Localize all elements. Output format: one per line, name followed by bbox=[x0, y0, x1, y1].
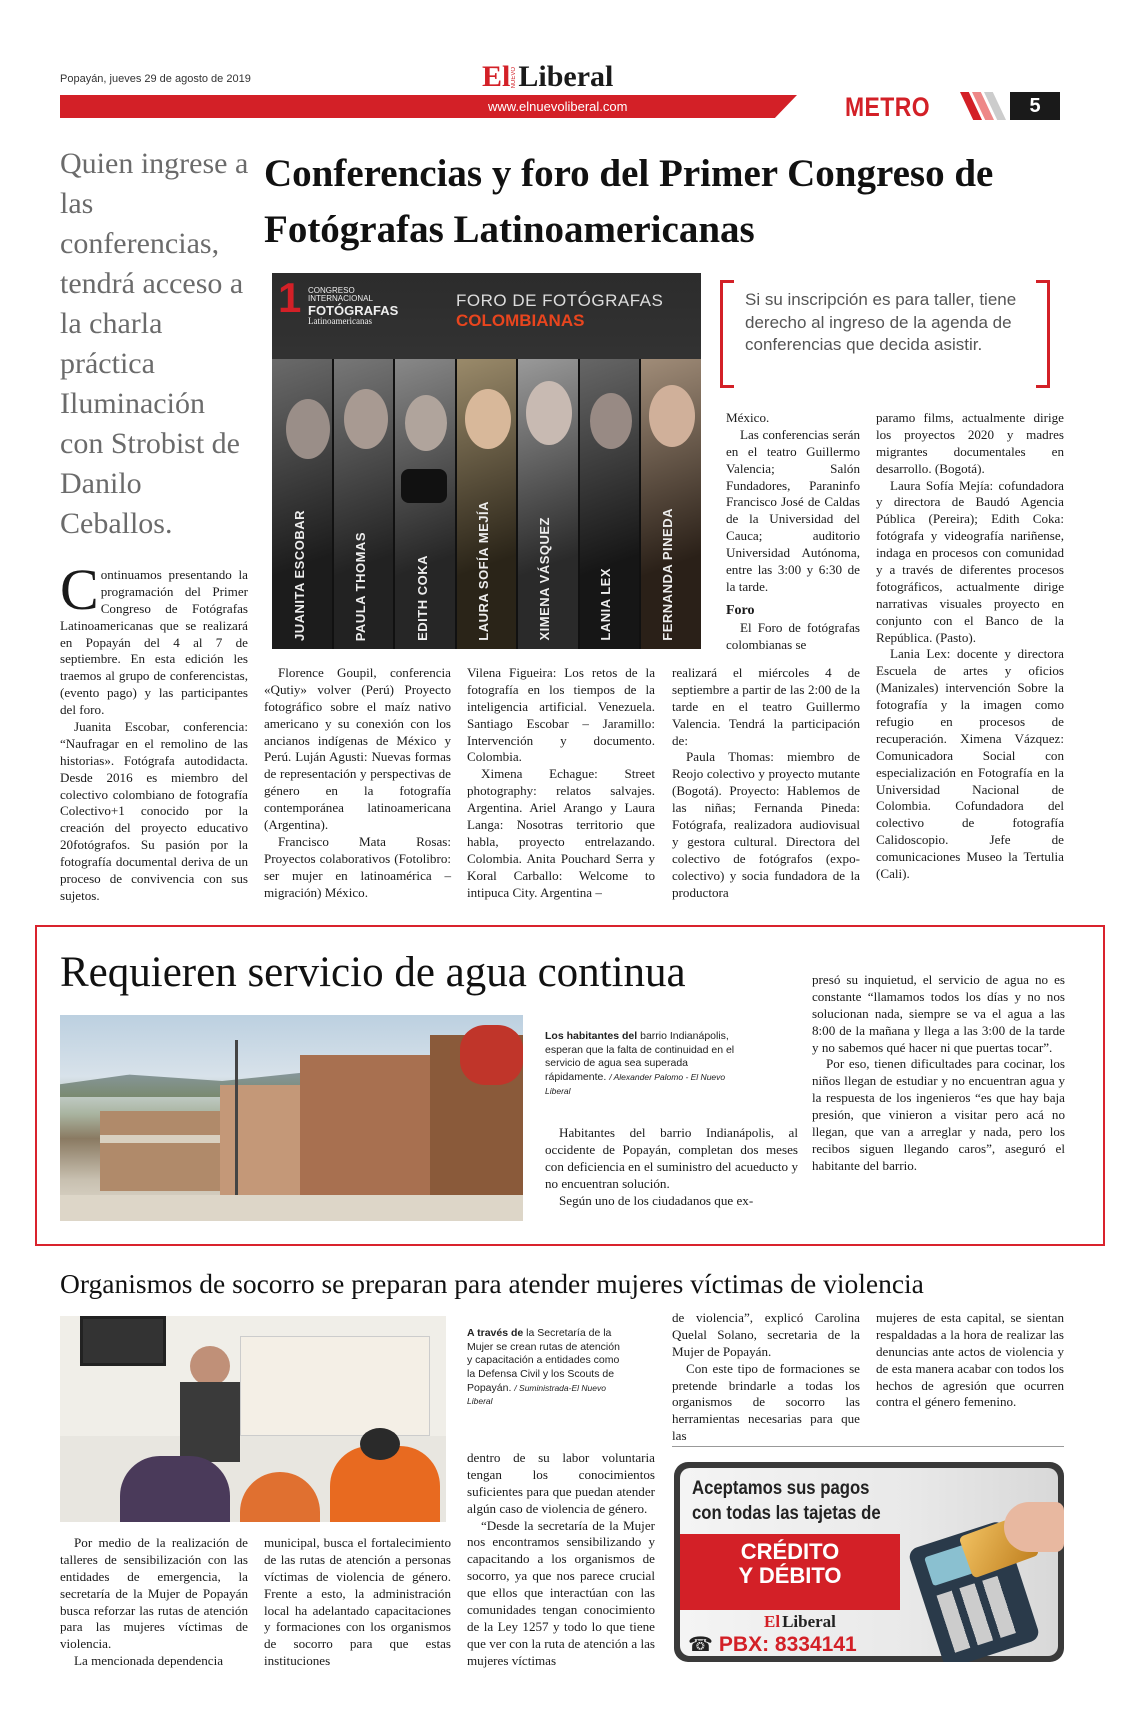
payment-ad[interactable] bbox=[674, 1462, 1064, 1662]
article1-headline: Conferencias y foro del Primer Congreso de Fotógrafas Latinoamericanas bbox=[264, 152, 994, 251]
congress-number: 1 bbox=[278, 274, 302, 321]
article1-col1-p2: Juanita Escobar, conferencia: “Naufragar en el remolino de las historias». Fotógrafa autodidacta. Desde 2016 es miembro del colectivo colombiano de fotografía Colectivo+1 conocido por la creación del proyecto educativo 20fotógrafos. Su pasión por la fotografía documental deriva de un proceso de convivencia con sus sujetos. bbox=[60, 719, 248, 903]
ad-line2: con todas las tajetas de bbox=[692, 1503, 881, 1524]
article2-caption-credit: / Alexander Palomo - El Nuevo Liberal bbox=[545, 1071, 726, 1096]
article3-col4 bbox=[672, 1310, 860, 1445]
section-label: METRO bbox=[845, 92, 930, 122]
article1-col4-lower bbox=[672, 665, 860, 901]
article1-col5-p3: Lania Lex: docente y directora Escuela de artes y oficios (Manizales) intervención Sobre la fotografía y la imagen como refugio en procesos de recuperación. Ximena Vázquez: Comunicadora Social con especialización en Fotografía en la Universidad Nacional de Colombia. Cofundadora del colectivo de fotografía Calidoscopio. Jefe de comunicaciones Museo la Tertulia (Cali). bbox=[876, 646, 1064, 882]
ad-logo-liberal: Liberal bbox=[782, 1612, 836, 1631]
article1-col5-p2: Laura Sofía Mejía: cofundadora y directora de Baudó Agencia Pública (Pereira); Edith Coka: fotógrafa y videografía nariñense, indaga en procesos con comunidad y a través de diferentes procesos fotográficos, actualmente dirige narrativas visuales proyecto en conjunto con el Banco de la República. (Pasto). bbox=[876, 477, 1064, 645]
poster-name-6: LANIA LEX bbox=[598, 568, 614, 641]
article2-col-mid bbox=[545, 1125, 798, 1209]
poster-name-2: PAULA THOMAS bbox=[353, 531, 369, 641]
article2-col-right bbox=[812, 972, 1065, 1175]
congress-line1: CONGRESO bbox=[308, 286, 355, 295]
article1-col3-p2: Ximena Echague: Street photography: relatos salvajes. Argentina. Ariel Arango y Laura Langa: Nosotras territorio que habla, proyecto entrelazando. Colombia. Anita Pouchard Serra y Koral Carballo: Welcome to intipuca City. Argentina – bbox=[467, 766, 655, 900]
article3-col2 bbox=[264, 1535, 451, 1670]
article3-caption-credit: / Suministrada-El Nuevo Liberal bbox=[467, 1382, 606, 1407]
article1-col4-p1: Las conferencias serán en el teatro Guillermo Valencia; Salón Fundadores, Paraninfo Francisco José de Caldas de la Universidad del Cauca; auditorio Universidad Autónoma, entre las 3:00 y 6:30 de la tarde. bbox=[726, 426, 860, 594]
forum-line2: COLOMBIANAS bbox=[456, 311, 585, 330]
article1-col3-p1: Vilena Figueira: Los retos de la fotografía en los tiempos de la inteligencia artificial. Venezuela. Santiago Escobar – Jaramillo: Intervención y documento. Colombia. bbox=[467, 665, 655, 765]
article1-col2-p1: Florence Goupil, conferencia «Qutiy» volver (Perú) Proyecto fotográfico sobre el maíz nativo americano y su conexión con los ancianos indígenas de México y Perú. Luján Agusti: Nuevas formas de representación y perspectivas de género en la fotografía contemporánea latinoamericana (Argentina). bbox=[264, 665, 451, 833]
article3-headline: Organismos de socorro se preparan para atender mujeres víctimas de violencia bbox=[60, 1268, 924, 1299]
article1-col4-top: México. bbox=[726, 410, 770, 425]
article2-caption bbox=[545, 1030, 750, 1098]
logo-nuevo: NUEVO bbox=[511, 66, 518, 88]
article1-col4-p2b: realizará el miércoles 4 de septiembre a partir de las 2:00 de la tarde en el teatro Guillermo Valencia. Tendrá la participación de: bbox=[672, 665, 860, 748]
article3-col3 bbox=[467, 1450, 655, 1670]
dateline: Popayán, jueves 29 de agosto de 2019 bbox=[60, 73, 251, 85]
congress-line2: INTERNACIONAL bbox=[308, 294, 373, 304]
callout-box bbox=[720, 280, 1050, 388]
poster-name-3: EDITH COKA bbox=[414, 555, 430, 641]
article1-col4-p3: Paula Thomas: miembro de Reojo colectivo y proyecto mutante (Bogotá). Proyecto: Hablemos de las niñas; Fernanda Pineda: Fotógrafa, realizadora audiovisual y gestora cultural. Directora del colectivo de fotógrafos (expo- colectivo) y socia fundadora de la productora bbox=[672, 749, 860, 900]
drop-cap: C bbox=[60, 557, 99, 622]
article3-caption bbox=[467, 1327, 622, 1409]
article3-caption-text: la Secretaría de la Mujer se crean rutas de atención y capacitación a entidades como la Defensa Civil y los Scouts de Popayán. bbox=[467, 1327, 620, 1394]
logo-liberal: Liberal bbox=[518, 60, 614, 93]
congress-line4: Latinoamericanas bbox=[308, 316, 372, 327]
column-divider bbox=[672, 1446, 1064, 1447]
poster-name-1: JUANITA ESCOBAR bbox=[292, 509, 307, 641]
congress-poster bbox=[272, 273, 701, 649]
phone-icon: ☎ bbox=[688, 1634, 713, 1656]
article2-caption-text: barrio Indianápolis, esperan que la falta de continuidad en el servicio de agua sea superada rápidamente. bbox=[545, 1030, 735, 1083]
article3-caption-bold: A través de bbox=[467, 1327, 524, 1339]
poster-name-4: LAURA SOFÍA MEJÍA bbox=[475, 501, 491, 641]
article2-mid-p1: Habitantes del barrio Indianápolis, al occidente de Popayán, completan dos meses con deficiencia en el suministro del acueducto y no encuentran solución. bbox=[545, 1125, 798, 1191]
article3-col5-p1: mujeres de esta capital, se sientan respaldadas a la hora de realizar las denuncias ante actos de violencia y de esta manera acabar con todos los hechos de agresión que ocurren contra el género femenino. bbox=[876, 1310, 1064, 1410]
foro-heading: Foro bbox=[726, 602, 755, 618]
page-number: 5 bbox=[1010, 92, 1060, 120]
callout-text: Si su inscripción es para taller, tiene derecho al ingreso de la agenda de conferencias que decida asistir. bbox=[745, 290, 1017, 354]
article3-col4-p1: de violencia”, explicó Carolina Quelal Solano, secretaria de la Mujer de Popayán. bbox=[672, 1310, 860, 1359]
hand-icon bbox=[1004, 1502, 1064, 1552]
ad-line1: Aceptamos sus pagos bbox=[692, 1478, 870, 1499]
forum-line1: FORO DE FOTÓGRAFAS bbox=[456, 291, 664, 310]
article3-col1-p1: Por medio de la realización de talleres de sensibilización con las entidades de emergencia, la secretaría de la Mujer de Popayán busca reforzar las rutas de atención para las mujeres víctimas de violencia. bbox=[60, 1535, 248, 1652]
article3-col4-p2: Con este tipo de formaciones se pretende brindarle a todas los organismos de socorro las herramientas necesarias para que las bbox=[672, 1360, 860, 1444]
article3-col2-p1: municipal, busca el fortalecimiento de las rutas de atención a personas víctimas de violencia de género. Frente a esto, la administración local ha adelantado capacitaciones y formaciones con los organismos de socorro para que estas instituciones bbox=[264, 1535, 451, 1669]
masthead-logo[interactable] bbox=[482, 58, 613, 92]
article1-col5 bbox=[876, 410, 1064, 883]
article2-caption-bold: Los habitantes del bbox=[545, 1030, 638, 1042]
poster-name-5: XIMENA VÁSQUEZ bbox=[537, 517, 553, 641]
bracket-right bbox=[1036, 280, 1050, 388]
article1-col2-p2: Francisco Mata Rosas: Proyectos colaborativos (Fotolibro: ser mujer en latinoamérica – migración) México. bbox=[264, 833, 451, 900]
article3-col3-p1: dentro de su labor voluntaria tengan los conocimientos suficientes para que puedan atender algún caso de violencia de género. bbox=[467, 1450, 655, 1516]
website-link[interactable]: www.elnuevoliberal.com bbox=[488, 99, 628, 114]
article3-col5 bbox=[876, 1310, 1064, 1411]
article2-mid-p2: Según uno de los ciudadanos que ex- bbox=[559, 1192, 754, 1208]
article1-col4-upper bbox=[726, 410, 860, 654]
neighborhood-photo bbox=[60, 1015, 523, 1221]
article3-col3-p2: “Desde la secretaría de la Mujer nos encontramos sensibilizando y capacitando a los organismos de socorro, ya que nos parece crucial que ellos que interactúan con las comunidades tengan conocimiento de la Ley 1257 y todo lo que tiene que ver con la ruta de atención a las mujeres víctimas bbox=[467, 1517, 655, 1668]
article1-col3 bbox=[467, 665, 655, 901]
ad-logo-el: El bbox=[764, 1612, 781, 1631]
pullquote: Quien ingrese a las conferencias, tendrá acceso a la charla práctica Iluminación con Strobist de Danilo Ceballos. bbox=[60, 147, 249, 540]
article1-col5-p1: paramo films, actualmente dirige los proyectos 2020 y madres migrantes documentales en desarrollo. (Bogotá). bbox=[876, 410, 1064, 476]
article3-col1-p2: La mencionada dependencia bbox=[74, 1653, 224, 1669]
article1-col2 bbox=[264, 665, 451, 901]
congress-line3: FOTÓGRAFAS bbox=[308, 302, 399, 318]
ad-pbx: PBX: 8334141 bbox=[718, 1632, 857, 1656]
article2-headline: Requieren servicio de agua continua bbox=[60, 949, 686, 996]
section-stripes bbox=[960, 92, 1008, 120]
workshop-photo bbox=[60, 1316, 446, 1522]
article1-col1 bbox=[60, 557, 248, 905]
header-red-bar bbox=[60, 95, 797, 118]
ad-credit1: CRÉDITO bbox=[740, 1539, 840, 1564]
article1-col4-p2a: El Foro de fotógrafas colombianas se bbox=[726, 619, 860, 652]
article2-right-p2: Por eso, tienen dificultades para cocinar, los niños llegan de estudiar y no encuentran agua y la respuesta de los ingenieros “es que hay baja presión, que vinieron a visitar pero acá no llegan, que van a arreglar y nada, pero los recibos siguen llegando caros”, aseguró el habitante del barrio. bbox=[812, 1056, 1065, 1173]
article2-right-p1: presó su inquietud, el servicio de agua no es constante “llamamos todos los días y no nos solucionan nada, siempre se va el agua a las 8:00 de la mañana y llega a las 3:00 de la tarde y no sabemos qué hacer ni que puertas tocar”. bbox=[812, 972, 1065, 1055]
logo-el: El bbox=[482, 60, 511, 93]
article1-col1-first: ontinuamos presentando la programación del Primer Congreso de Fotógrafas Latinoamericanas que se realizará en Popayán del 4 al 7 de septiembre. En esta edición les traemos al grupo de conferencistas, (evento pago) y las participantes del foro. bbox=[60, 567, 248, 718]
ad-credit2: Y DÉBITO bbox=[738, 1563, 842, 1588]
poster-name-7: FERNANDA PINEDA bbox=[659, 508, 675, 641]
article3-col1 bbox=[60, 1535, 248, 1670]
bracket-left bbox=[720, 280, 734, 388]
